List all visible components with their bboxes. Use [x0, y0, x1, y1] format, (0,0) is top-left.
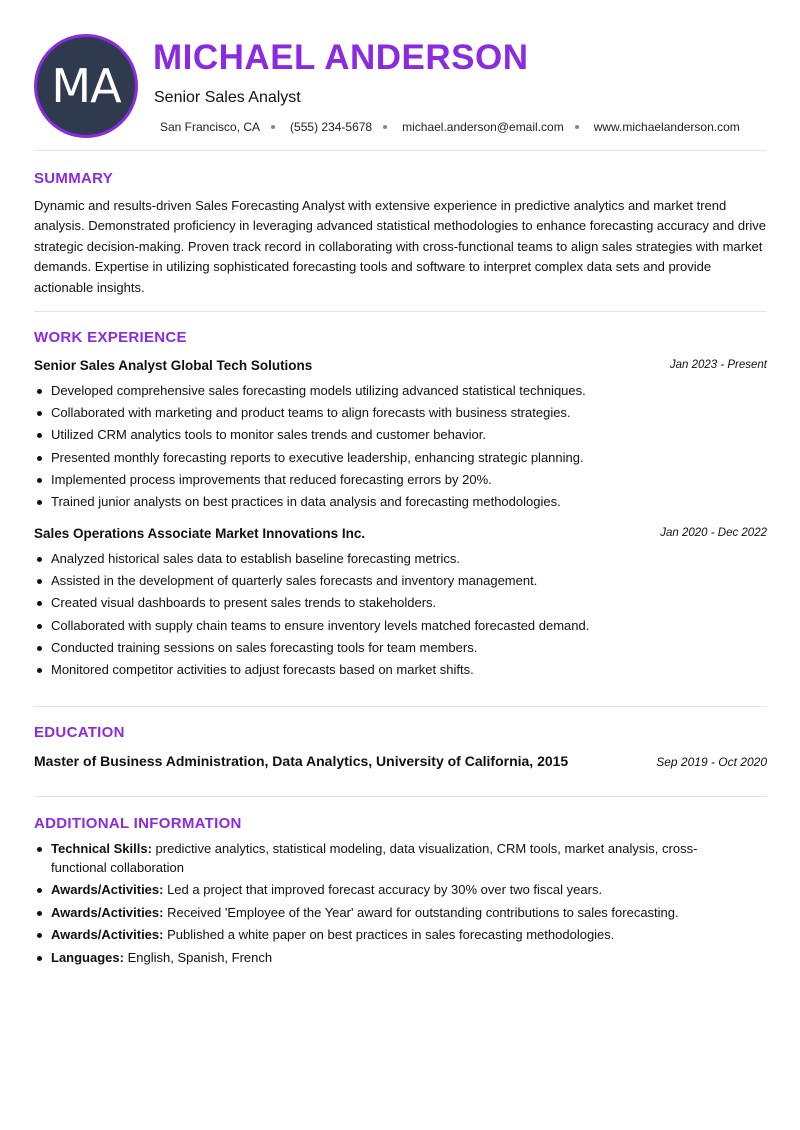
- avatar: [34, 34, 138, 138]
- section-divider: [34, 150, 767, 151]
- list-item: Utilized CRM analytics tools to monitor sales trends and customer behavior.: [34, 424, 767, 446]
- job-role: Sales Operations Associate Market Innovations Inc.: [34, 526, 366, 541]
- section-divider: [34, 706, 767, 707]
- info-label: Technical Skills:: [51, 841, 152, 856]
- info-text: predictive analytics, statistical modeling, data visualization, CRM tools, market analysis, cross-functional collaboration: [51, 841, 698, 875]
- contact-line: [160, 120, 740, 134]
- list-item: [34, 840, 734, 877]
- education-entry: [34, 753, 767, 773]
- list-item: [34, 926, 767, 945]
- dot-separator: [575, 125, 579, 129]
- list-item: [34, 904, 767, 923]
- contact-phone: (555) 234-5678: [290, 120, 373, 134]
- info-label: Awards/Activities:: [51, 904, 164, 920]
- info-text: Led a project that improved forecast accuracy by 30% over two fiscal years.: [163, 882, 603, 897]
- list-item: Presented monthly forecasting reports to executive leadership, enhancing strategic planning.: [34, 447, 767, 469]
- education-heading: EDUCATION: [34, 724, 125, 741]
- list-item: Developed comprehensive sales forecasting models utilizing advanced statistical techniques.: [34, 380, 767, 402]
- dot-separator: [383, 125, 387, 129]
- list-item: Monitored competitor activities to adjust forecasts based on market shifts.: [34, 659, 767, 681]
- job-dates: Jan 2023 - Present: [669, 359, 767, 371]
- info-label: Awards/Activities:: [51, 927, 164, 942]
- job-role: Senior Sales Analyst Global Tech Solutions: [34, 358, 313, 373]
- job-dates: Jan 2020 - Dec 2022: [660, 527, 767, 539]
- job-header: [34, 526, 767, 544]
- info-label: Awards/Activities:: [51, 882, 164, 897]
- section-divider: [34, 796, 767, 797]
- section-divider: [34, 311, 767, 312]
- additional-info-list: [34, 840, 767, 971]
- list-item: Implemented process improvements that reduced forecasting errors by 20%.: [34, 469, 767, 491]
- education-degree: Master of Business Administration, Data Analytics, University of California, 2015: [34, 753, 569, 769]
- list-item: Assisted in the development of quarterly sales forecasts and inventory management.: [34, 570, 767, 592]
- contact-email[interactable]: michael.anderson@email.com: [402, 120, 564, 134]
- job-bullets: [34, 548, 767, 681]
- list-item: [34, 881, 767, 900]
- resume-header: [0, 0, 800, 150]
- info-text: Received 'Employee of the Year' award for outstanding contributions to sales forecasting.: [163, 904, 679, 920]
- candidate-title: Senior Sales Analyst: [154, 89, 301, 106]
- job-bullets: [34, 380, 767, 513]
- summary-heading: SUMMARY: [34, 170, 114, 187]
- avatar-initials: MA: [51, 59, 121, 113]
- list-item: Created visual dashboards to present sales trends to stakeholders.: [34, 592, 767, 614]
- list-item: Collaborated with supply chain teams to ensure inventory levels matched forecasted demand.: [34, 615, 767, 637]
- info-text: English, Spanish, French: [123, 949, 273, 965]
- education-dates: Sep 2019 - Oct 2020: [656, 755, 767, 769]
- experience-heading: WORK EXPERIENCE: [34, 329, 187, 346]
- candidate-name: MICHAEL ANDERSON: [153, 38, 529, 77]
- dot-separator: [271, 125, 275, 129]
- list-item: Collaborated with marketing and product teams to align forecasts with business strategies.: [34, 402, 767, 424]
- contact-location: San Francisco, CA: [160, 120, 261, 134]
- job-header: [34, 358, 767, 376]
- info-text: Published a white paper on best practices in sales forecasting methodologies.: [163, 927, 615, 942]
- list-item: Analyzed historical sales data to establish baseline forecasting metrics.: [34, 548, 767, 570]
- list-item: Conducted training sessions on sales forecasting tools for team members.: [34, 637, 767, 659]
- list-item: [34, 949, 767, 968]
- contact-website[interactable]: www.michaelanderson.com: [593, 120, 740, 134]
- summary-text: Dynamic and results-driven Sales Forecasting Analyst with extensive experience in predictive analytics and market trend analysis. Demonstrated proficiency in leveraging advanced statistical methodologies to enhance forecasting accuracy and drive strategic decision-making. Proven track record in collaborating with cross-functional teams to align sales strategies with market demands. Expertise in utilizing sophisticated forecasting tools and software to interpret complex data sets and provide actionable insights.: [34, 198, 767, 295]
- additional-heading: ADDITIONAL INFORMATION: [34, 815, 242, 832]
- info-label: Languages:: [51, 949, 124, 965]
- list-item: Trained junior analysts on best practices in data analysis and forecasting methodologies.: [34, 491, 767, 513]
